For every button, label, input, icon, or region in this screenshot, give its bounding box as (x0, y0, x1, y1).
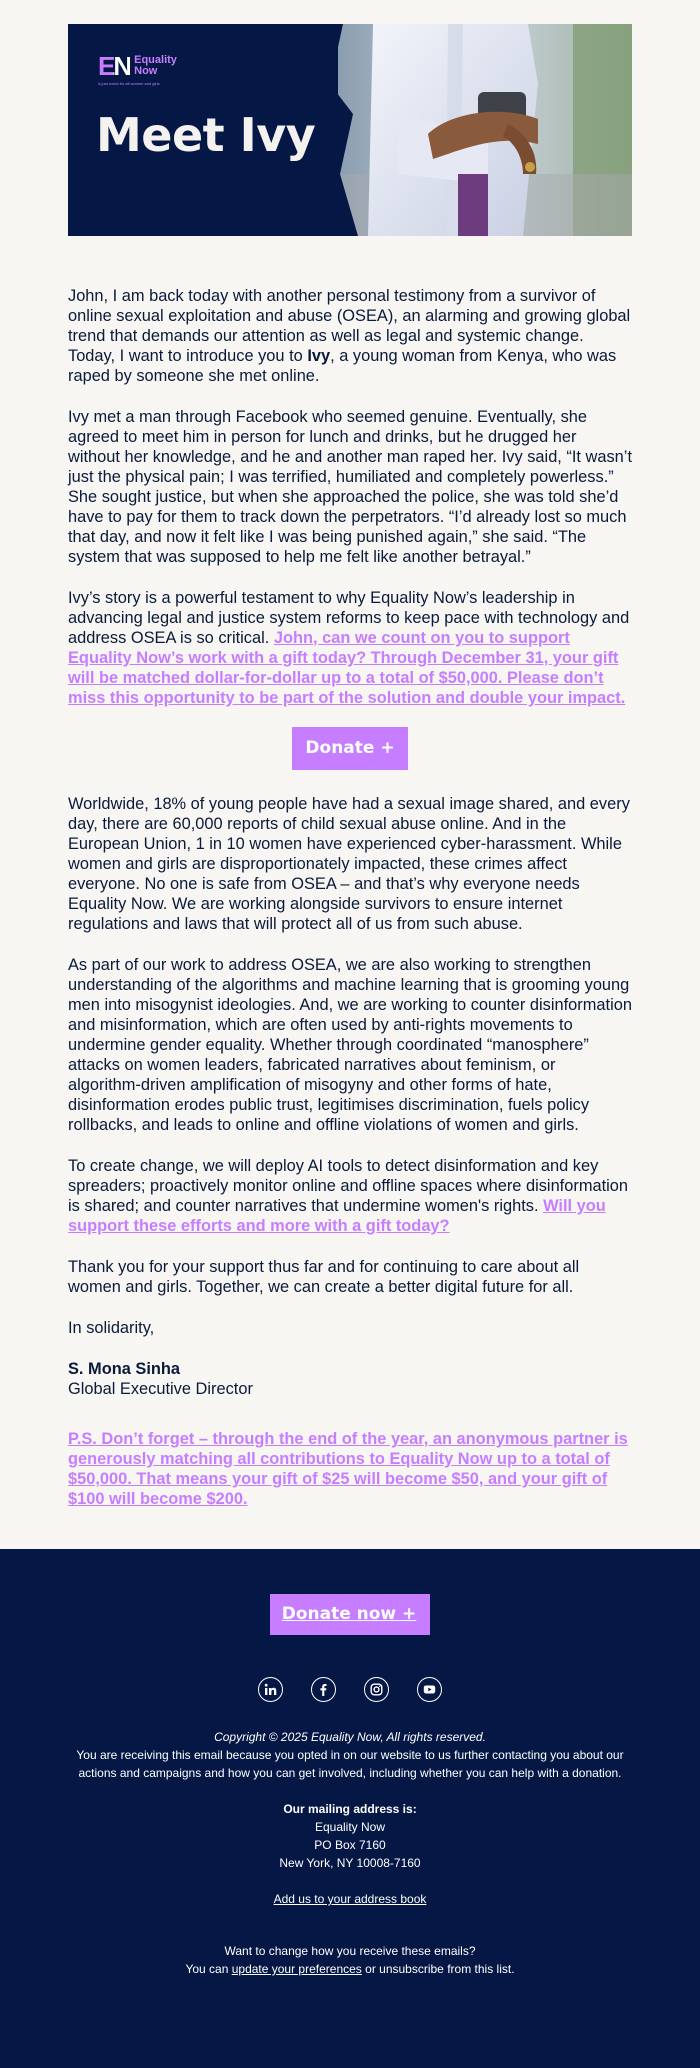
paragraph-thanks: Thank you for your support thus far and for continuing to care about all women and girls. Together, we can create a better digital future for all. (68, 1258, 580, 1296)
email-page (0, 24, 700, 2068)
preferences-question: Want to change how you receive these emails? (224, 1944, 476, 1958)
footer-text (0, 1728, 700, 1978)
hero-banner (68, 24, 632, 236)
signer-name: S. Mona Sinha (68, 1360, 181, 1378)
preferences-block (0, 1942, 700, 1978)
hero-title: Meet Ivy (96, 108, 316, 162)
instagram-icon[interactable] (364, 1677, 389, 1702)
postscript-link[interactable]: P.S. Don’t forget – through the end of the year, an anonymous partner is generously matching all contributions to Equality Now up to a total of $50,000. That means your gift of $25 will become $50, and your gift of $100 will become $200. (68, 1430, 628, 1508)
donate-button-wrap (68, 727, 632, 770)
address-book-wrap (0, 1890, 700, 1908)
paragraph-appeal: Ivy’s story is a powerful testament to why Equality Now’s leadership in advancing legal and justice system reforms to keep pace with technology and address OSEA is so critical. John, can we count on you to support Equality Now’s work with a gift today? Through December 31, your gift will be matched dollar-for-dollar up to a total of $50,000. Please don’t miss this opportunity to be part of the solution and double your impact. (68, 589, 630, 707)
logo-mark: EN (98, 51, 131, 81)
add-to-address-book-link[interactable]: Add us to your address book (273, 1892, 427, 1906)
appeal-link[interactable]: John, can we count on you to support Equality Now’s work with a gift today? Through December 31, your gift will be matched dollar-for-dollar up to a total of $50,000. Please don’t miss this opportunity to be part of the solution and double your impact. (68, 629, 626, 707)
address-org: Equality Now (314, 1820, 386, 1834)
update-preferences-link[interactable]: update your preferences (231, 1962, 362, 1976)
copyright: Copyright © 2025 Equality Now, All rights reserved. (214, 1730, 486, 1744)
paragraph-disinformation: As part of our work to address OSEA, we are also working to strengthen understanding of the algorithms and machine learning that is grooming young men into misogynist ideologies. And, we are working to counter disinformation and misinformation, which are often used by anti-rights movements to undermine gender equality. Whether through coordinated “manosphere” attacks on women leaders, fabricated narratives about feminism, or algorithm-driven amplification of misogyny and other forms of hate, disinformation erodes public trust, legitimises discrimination, fuels policy rollbacks, and leads to online and offline violations of women and girls. (68, 956, 632, 1134)
linkedin-icon[interactable] (258, 1677, 283, 1702)
youtube-icon[interactable] (417, 1677, 442, 1702)
signer-title: Global Executive Director (68, 1380, 253, 1398)
preferences-line: You can update your preferences or unsubscribe from this list. (185, 1962, 515, 1976)
address-po-box: PO Box 7160 (314, 1838, 386, 1852)
paragraph-intro: John, I am back today with another personal testimony from a survivor of online sexual exploitation and abuse (OSEA), an alarming and growing global trend that demands our attention as well as legal and systemic change. Today, I want to introduce you to Ivy, a young woman from Kenya, who was raped by someone she met online. (68, 287, 631, 385)
donate-button[interactable]: Donate + (292, 727, 407, 770)
letter-body (68, 236, 632, 1509)
footer (0, 1549, 700, 2068)
subscription-reason: You are receiving this email because you opted in on our website to us further contacting you about our actions and campaigns and how you can get involved, including whether you can help with a donation. (76, 1748, 624, 1780)
paragraph-statistics: Worldwide, 18% of young people have had a sexual image shared, and every day, there are 60,000 reports of child sexual abuse online. And in the European Union, 1 in 10 women have experienced cyber-harassment. While women and girls are disproportionately impacted, these crimes affect everyone. No one is safe from OSEA – and that’s why everyone needs Equality Now. We are working alongside survivors to ensure internet regulations and laws that will protect all of us from such abuse. (68, 795, 630, 933)
closing: In solidarity, (68, 1319, 155, 1337)
logo-name-line2: Now (134, 65, 158, 77)
paragraph-story: Ivy met a man through Facebook who seemed genuine. Eventually, she agreed to meet him in person for lunch and drinks, but he drugged her without her knowledge, and he and another man raped her. Ivy said, “It wasn’t just the physical pain; I was terrified, humiliated and completely powerless.” She sought justice, but when she approached the police, she was told she’d have to pay for them to track down the perpetrators. “I’d already lost so much that day, and now it felt like I was being punished again,” she said. “The system that was supposed to help me felt like another betrayal.” (68, 408, 632, 566)
social-links (0, 1677, 700, 1702)
facebook-icon[interactable] (311, 1677, 336, 1702)
equality-now-logo (98, 51, 177, 81)
logo-tagline: A just world for all women and girls (98, 81, 160, 86)
signature (68, 1359, 632, 1399)
paragraph-ai-tools: To create change, we will deploy AI tools to detect disinformation and key spreaders; proactively monitor online and offline spaces where disinformation is shared; and counter narratives that undermine women's rights. Will you support these efforts and more with a gift today? (68, 1157, 629, 1235)
postscript (68, 1429, 632, 1509)
logo-wordmark (134, 55, 177, 77)
support-link[interactable]: Will you support these efforts and more with a gift today? (68, 1197, 606, 1235)
name-highlight: Ivy (307, 347, 331, 365)
address-city: New York, NY 10008-7160 (279, 1856, 421, 1870)
mailing-address-title: Our mailing address is: (283, 1802, 417, 1816)
logo-name-line1: Equality (134, 54, 177, 66)
donate-now-button[interactable]: Donate now + (270, 1594, 431, 1635)
